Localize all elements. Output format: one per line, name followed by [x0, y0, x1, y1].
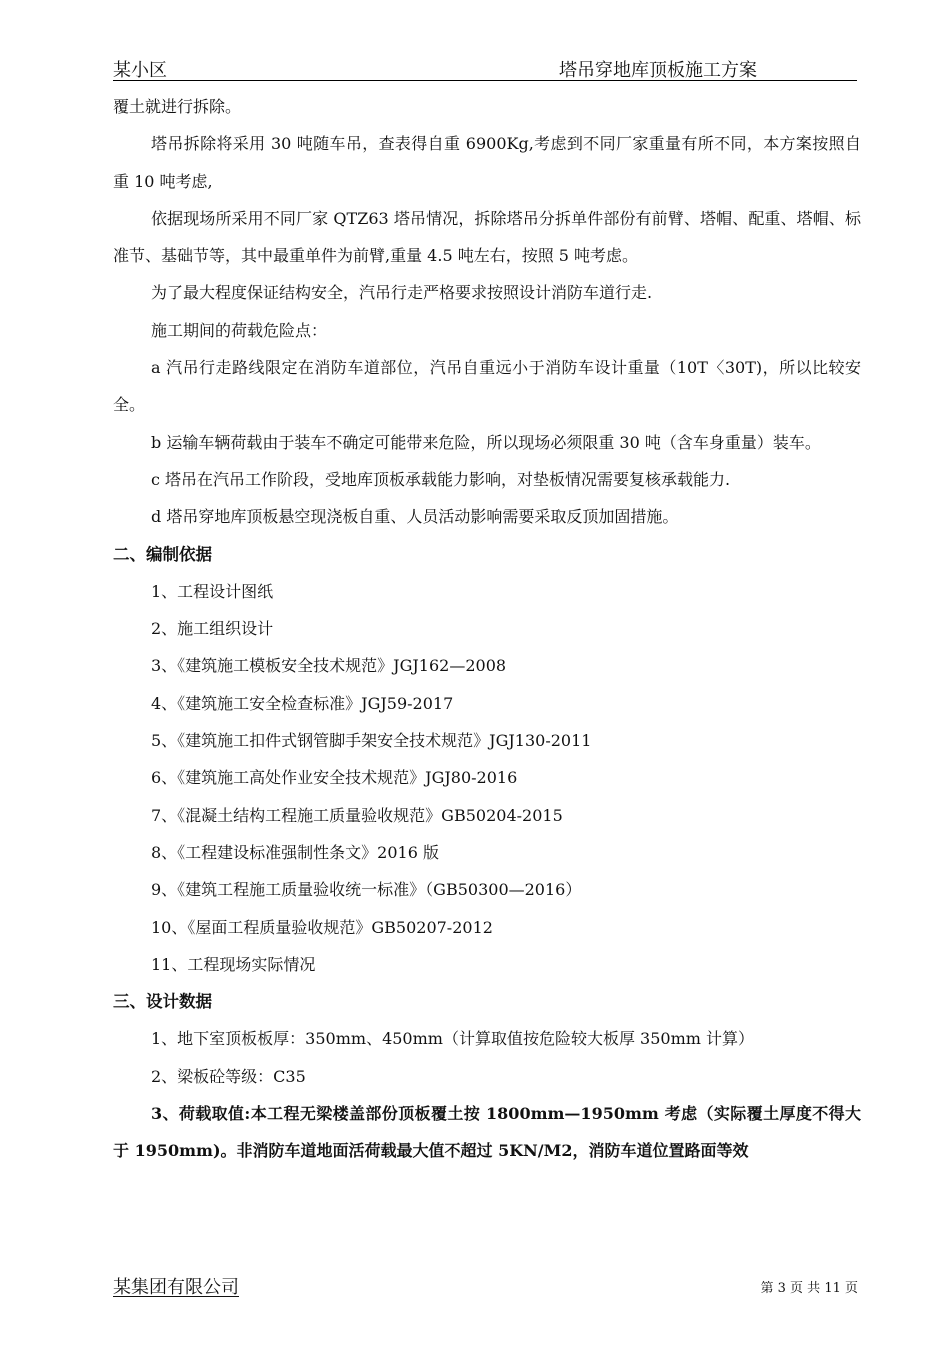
basis-item: 10、《屋面工程质量验收规范》GB50207-2012	[151, 917, 493, 937]
paragraph-crane-parts: 依据现场所采用不同厂家 QTZ63 塔吊情况，拆除塔吊分拆单件部份有前臂、塔帽、配重、塔帽、标准节、基础节等，其中最重单件为前臂,重量 4.5 吨左右，按照 5 吨考虑。	[113, 208, 861, 266]
basis-item: 9、《建筑工程施工质量验收统一标准》（GB50300—2016）	[151, 880, 582, 900]
footer-company: 某集团有限公司	[113, 1277, 239, 1298]
header-rule	[113, 80, 857, 81]
paragraph-risk-d: d 塔吊穿地库顶板悬空现浇板自重、人员活动影响需要采取反顶加固措施。	[151, 507, 679, 527]
section-heading-design-data: 三、设计数据	[113, 992, 212, 1012]
paragraph-crane-removal: 塔吊拆除将采用 30 吨随车吊，查表得自重 6900Kg,考虑到不同厂家重量有所不同，本方案按照自重 10 吨考虑,	[113, 134, 861, 191]
design-data-item: 1、地下室顶板板厚：350mm、450mm（计算取值按危险较大板厚 350mm 计算）	[151, 1029, 755, 1049]
document-body	[113, 88, 861, 1170]
paragraph-risk-intro: 施工期间的荷载危险点：	[151, 320, 328, 340]
paragraph-risk-b: b 运输车辆荷载由于装车不确定可能带来危险，所以现场必须限重 30 吨（含车身重量）装车。	[151, 432, 821, 452]
paragraph-safety-route: 为了最大程度保证结构安全，汽吊行走严格要求按照设计消防车道行走.	[151, 283, 653, 303]
header-project-name: 某小区	[113, 60, 167, 81]
basis-item: 5、《建筑施工扣件式钢管脚手架安全技术规范》JGJ130-2011	[151, 731, 592, 751]
basis-item: 6、《建筑施工高处作业安全技术规范》JGJ80-2016	[151, 768, 518, 788]
basis-item: 3、《建筑施工模板安全技术规范》JGJ162—2008	[151, 656, 507, 676]
basis-item: 1、工程设计图纸	[151, 581, 274, 601]
basis-item: 8、《工程建设标准强制性条文》2016 版	[151, 842, 439, 862]
design-data-item: 2、梁板砼等级：C35	[151, 1066, 306, 1086]
basis-item: 7、《混凝土结构工程施工质量验收规范》GB50204-2015	[151, 805, 563, 825]
basis-item: 11、工程现场实际情况	[151, 954, 316, 974]
paragraph-risk-c: c 塔吊在汽吊工作阶段，受地库顶板承载能力影响，对垫板情况需要复核承载能力.	[151, 469, 731, 489]
design-data-load-paragraph: 3、荷载取值:本工程无梁楼盖部份顶板覆土按 1800mm—1950mm 考虑（实际覆土厚度不得大于 1950mm)。非消防车道地面活荷载最大值不超过 5KN/M2，消防车道位置路面等效	[113, 1104, 861, 1161]
section-heading-basis: 二、编制依据	[113, 544, 212, 564]
basis-item: 4、《建筑施工安全检查标准》JGJ59-2017	[151, 693, 454, 713]
header-document-title: 塔吊穿地库顶板施工方案	[559, 60, 757, 81]
footer-page-number: 第 3 页 共 11 页	[760, 1281, 858, 1296]
page-header	[113, 54, 857, 82]
paragraph-continuation: 覆土就进行拆除。	[113, 97, 242, 116]
paragraph-risk-a: a 汽吊行走路线限定在消防车道部位，汽吊自重远小于消防车设计重量（10T〈30T)，所以比较安全。	[113, 358, 861, 415]
basis-item: 2、施工组织设计	[151, 619, 274, 639]
